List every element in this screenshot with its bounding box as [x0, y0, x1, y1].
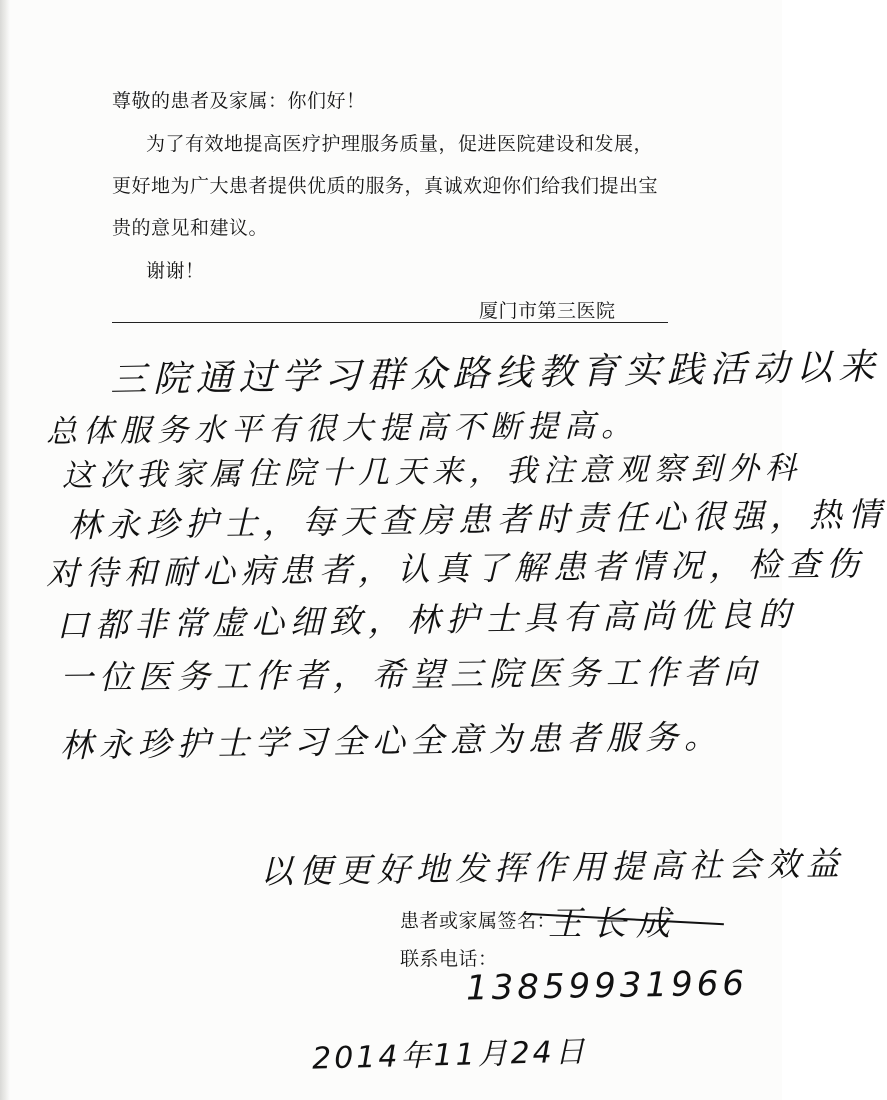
handwritten-line: 林永珍护士，每天查房患者时责任心很强，热情 — [67, 494, 887, 545]
hospital-name: 厦门市第三医院 — [479, 300, 616, 322]
phone-label: 联系电话： — [400, 948, 498, 970]
intro-line-3: 贵的意见和建议。 — [112, 217, 269, 239]
handwritten-line: 林永珍护士学习全心全意为患者服务。 — [59, 716, 724, 765]
page-edge-shadow — [0, 0, 10, 1100]
handwritten-line: 对待和耐心病患者，认真了解患者情况，检查伤 — [45, 543, 866, 593]
header-divider — [112, 322, 668, 323]
handwritten-date: 2014年11月24日 — [311, 1034, 589, 1077]
patient-signature: 王长成 — [548, 904, 680, 944]
intro-line-1: 为了有效地提高医疗护理服务质量，促进医院建设和发展， — [146, 133, 654, 155]
handwritten-line: 总体服务水平有很大提高不断提高。 — [45, 407, 639, 450]
handwritten-line: 这次我家属住院十几天来，我注意观察到外科 — [61, 450, 803, 494]
thanks-text: 谢谢！ — [146, 260, 205, 282]
handwritten-line: 口都非常虚心细致，林护士具有高尚优良的 — [55, 594, 798, 645]
signature-label: 患者或家属签名： — [400, 910, 557, 932]
intro-line-2: 更好地为广大患者提供优质的服务，真诚欢迎你们给我们提出宝 — [112, 175, 659, 197]
phone-number: 13859931966 — [465, 963, 749, 1009]
handwritten-line: 三院通过学习群众路线教育实践活动以来 — [109, 346, 882, 401]
handwritten-line: 一位医务工作者，希望三院医务工作者向 — [59, 651, 763, 697]
greeting: 尊敬的患者及家属：你们好！ — [112, 90, 366, 112]
handwritten-line: 以便更好地发挥作用提高社会效益 — [259, 843, 846, 891]
